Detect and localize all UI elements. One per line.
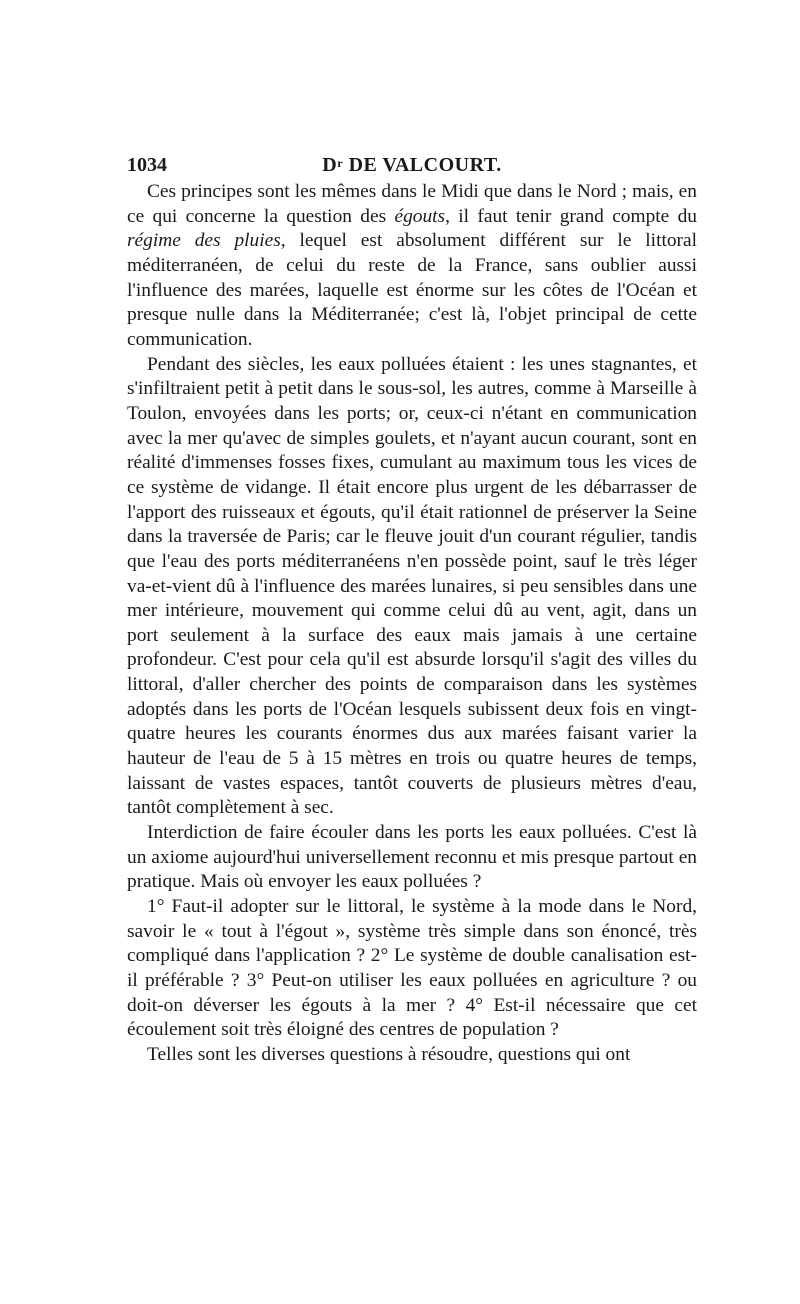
paragraph-1-italic-egouts: égouts — [394, 205, 446, 227]
author-prefix: D — [322, 154, 338, 176]
author-name: DE VALCOURT. — [348, 154, 502, 176]
paragraph-1 — [127, 180, 697, 353]
paragraph-1-italic-regime: régime des pluies — [127, 230, 281, 252]
book-page — [127, 150, 697, 1068]
body-text — [127, 180, 697, 1068]
running-head — [127, 150, 697, 180]
paragraph-3: Interdiction de faire écouler dans les ports les eaux polluées. C'est là un axiome aujourd'hui universellement reconnu et mis presque partout en pratique. Mais où envoyer les eaux polluées ? — [127, 822, 697, 893]
paragraph-1-part-c: , il faut tenir grand compte du — [445, 205, 697, 227]
paragraph-1-part-a: Ces principes sont les mêmes dans le Midi que dans le Nord ; mais, en ce qui concerne la question des — [127, 181, 697, 227]
page-number: 1034 — [127, 154, 167, 176]
paragraph-1-part-e: , lequel est absolument différent sur le littoral méditerranéen, de celui du reste de la France, sans oublier aussi l'influence des marées, laquelle est énorme sur les côtes de l'Océan et presque nulle dans la Méditerranée; c'est là, l'objet principal de cette communication. — [127, 230, 697, 350]
paragraph-2: Pendant des siècles, les eaux polluées étaient : les unes stagnantes, et s'infiltraient petit à petit dans le sous-sol, les autres, comme à Marseille à Toulon, envoyées dans les ports; or, ceux-ci n'étant en communication avec la mer qu'avec de simples goulets, et n'ayant aucun courant, sont en réalité d'immenses fosses fixes, cumulant au maximum tous les vices de ce système de vidange. Il était encore plus urgent de les débarrasser de l'apport des ruisseaux et égouts, qu'il était rationnel de préserver la Seine dans la traversée de Paris; car le fleuve jouit d'un courant régulier, tandis que l'eau des ports méditerranéens n'en possède point, sauf le très léger va-et-vient dû à l'influence des marées lunaires, si peu sensibles dans une mer intérieure, mouvement qui comme celui dû au vent, agit, dans un port seulement à la surface des eaux mais jamais à une certaine profondeur. C'est pour cela qu'il est absurde lorsqu'il s'agit des villes du littoral, d'aller chercher des points de comparaison dans les systèmes adoptés dans les ports de l'Océan lesquels subissent deux fois en vingt-quatre heures les courants énormes dus aux marées faisant varier la hauteur de l'eau de 5 à 15 mètres en trois ou quatre heures de temps, laissant de vastes espaces, tantôt couverts de plusieurs mètres d'eau, tantôt complètement à sec. — [127, 353, 697, 819]
paragraph-5: Telles sont les diverses questions à résoudre, questions qui ont — [147, 1043, 631, 1065]
author-prefix-sup: r — [337, 156, 344, 170]
paragraph-4: 1° Faut-il adopter sur le littoral, le système à la mode dans le Nord, savoir le « tout à l'égout », système très simple dans son énoncé, très compliqué dans l'application ? 2° Le système de double canalisation est-il préférable ? 3° Peut-on utiliser les eaux polluées en agriculture ? ou doit-on déverser les égouts à la mer ? 4° Est-il nécessaire que cet écoulement soit très éloigné des centres de population ? — [127, 896, 697, 1041]
running-title — [127, 150, 697, 180]
